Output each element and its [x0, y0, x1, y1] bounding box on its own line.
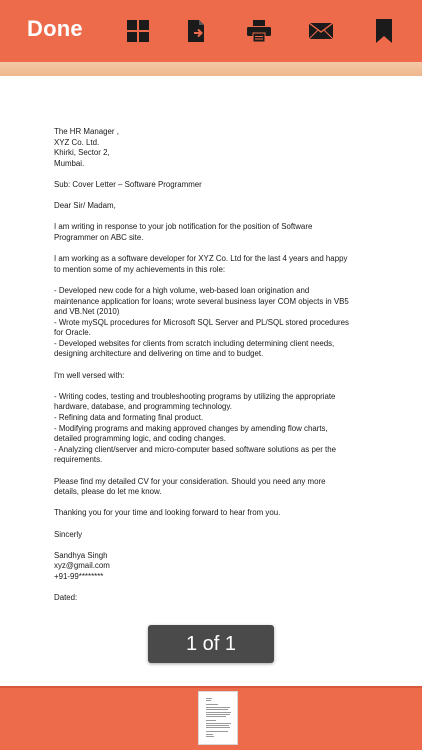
- recipient-address: [54, 127, 394, 169]
- text-line: I am writing in response to your job notification for the position of Software: [54, 222, 313, 232]
- thumb-text-line: [206, 707, 230, 708]
- thumb-text-line: [206, 704, 218, 705]
- text-line: Programmer on ABC site.: [54, 232, 144, 242]
- thumb-text-line: [206, 725, 229, 726]
- thumb-text-line: [206, 727, 230, 728]
- mail-icon[interactable]: [308, 18, 334, 44]
- text-line: and VB.Net (2010): [54, 307, 120, 317]
- thumb-text-line: [206, 720, 216, 721]
- export-icon[interactable]: [184, 18, 210, 44]
- thumb-text-line: [206, 709, 228, 710]
- toolbar-divider: [0, 62, 422, 76]
- achievements-list: [54, 286, 394, 360]
- dated-line: [54, 593, 394, 604]
- thumbnail-strip: [0, 686, 422, 750]
- text-line: - Analyzing client/server and micro-computer based software solutions as per the: [54, 444, 337, 454]
- thumb-text-line: [206, 723, 231, 724]
- page-indicator-label: 1 of 1: [185, 632, 237, 655]
- text-line: to mention some of my achievements in this role:: [54, 264, 226, 274]
- versed-intro: [54, 371, 394, 382]
- text-line: designing architecture and delivering on time and to budget.: [54, 349, 264, 359]
- cv-paragraph: [54, 477, 394, 498]
- signature-phone: +91-99********: [54, 571, 104, 581]
- top-toolbar: [0, 0, 422, 62]
- thumb-text-line: [206, 734, 213, 735]
- text-line: Dated:: [54, 593, 78, 603]
- text-line: detailed programming logic, and coding changes.: [54, 434, 226, 444]
- signature-block: [54, 551, 394, 583]
- text-line: I am working as a software developer for XYZ Co. Ltd for the last 4 years and happy: [54, 254, 348, 264]
- text-line: - Developed new code for a high volume, web-based loan origination and: [54, 285, 310, 295]
- text-line: - Writing codes, testing and troubleshooting programs by utilizing the appropriate: [54, 391, 336, 401]
- grid-icon[interactable]: [125, 18, 151, 44]
- subject-text: Sub: Cover Letter – Software Programmer: [54, 179, 202, 189]
- address-line: The HR Manager ,: [54, 127, 119, 136]
- strip-divider: [0, 686, 422, 688]
- text-line: - Developed websites for clients from scratch including determining client needs,: [54, 338, 335, 348]
- document-page[interactable]: [0, 76, 422, 686]
- text-line: - Modifying programs and making approved changes by amending flow charts,: [54, 423, 328, 433]
- address-line: Khirki, Sector 2,: [54, 148, 110, 158]
- done-button[interactable]: Done: [27, 16, 83, 41]
- text-line: requirements.: [54, 455, 103, 465]
- address-line: Mumbai.: [54, 158, 85, 168]
- signature-name: Sandhya Singh: [54, 550, 108, 560]
- skills-list: [54, 392, 394, 466]
- salutation-text: Dear Sir/ Madam,: [54, 201, 116, 211]
- thumb-text-line: [206, 736, 214, 737]
- text-line: details, please do let me know.: [54, 487, 162, 497]
- text-line: I'm well versed with:: [54, 370, 125, 380]
- intro-paragraph: [54, 222, 394, 243]
- closing: [54, 530, 394, 541]
- text-line: hardware, database, and programming technology.: [54, 402, 232, 412]
- address-line: XYZ Co. Ltd.: [54, 137, 100, 147]
- text-line: Sincerly: [54, 529, 83, 539]
- cover-letter: [54, 127, 394, 614]
- thanks-paragraph: [54, 508, 394, 519]
- text-line: maintenance application for loans; wrote several business layer COM objects in VB5: [54, 296, 349, 306]
- print-icon[interactable]: [246, 18, 272, 44]
- thumb-text-line: [206, 698, 212, 699]
- signature-email: xyz@gmail.com: [54, 561, 110, 571]
- salutation: [54, 201, 394, 212]
- text-line: - Refining data and formating final product.: [54, 413, 204, 423]
- page-thumbnail[interactable]: [198, 691, 238, 745]
- thumb-text-line: [206, 716, 226, 717]
- subject-line: [54, 180, 394, 191]
- experience-paragraph: [54, 254, 394, 275]
- page-indicator: [148, 625, 274, 663]
- text-line: - Wrote mySQL procedures for Microsoft SQL Server and PL/SQL stored procedures: [54, 317, 349, 327]
- text-line: for Oracle.: [54, 328, 91, 338]
- text-line: Thanking you for your time and looking forward to hear from you.: [54, 508, 281, 518]
- bookmark-icon[interactable]: [371, 18, 397, 44]
- thumb-text-line: [206, 714, 230, 715]
- thumb-text-line: [206, 731, 228, 732]
- text-line: Please find my detailed CV for your consideration. Should you need any more: [54, 476, 326, 486]
- thumb-text-line: [206, 712, 231, 713]
- thumb-text-line: [206, 700, 211, 701]
